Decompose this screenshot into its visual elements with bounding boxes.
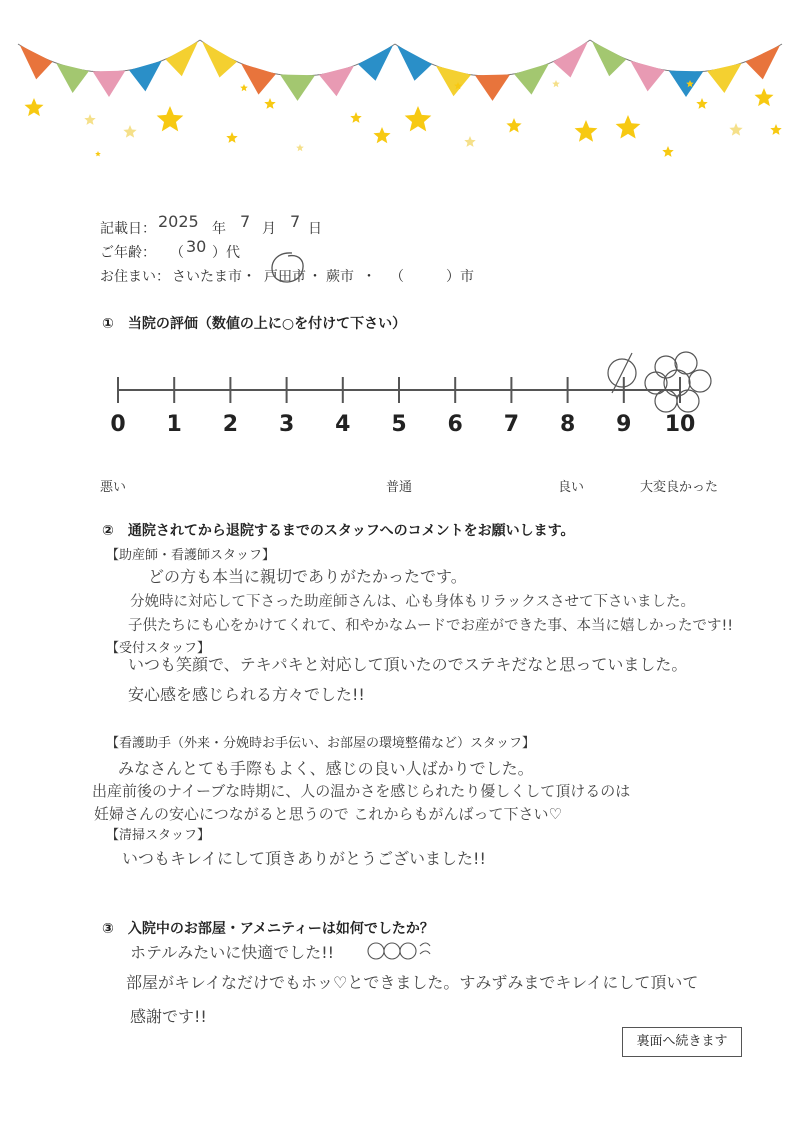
address-option-warabi: 蕨市 [326, 269, 354, 285]
age-open: （ [170, 245, 184, 261]
group-assistant-line-2: 出産前後のナイーブな時期に、人の温かさを感じられたり優しくして頂けるのは [92, 782, 631, 800]
bunting-flag [241, 63, 276, 94]
scale-number-5: 5 [391, 412, 407, 437]
address-option-saitama: さいたま市・ [172, 269, 256, 285]
star-decoration [464, 136, 475, 147]
date-month-value: 7 [240, 212, 251, 231]
bunting-flag [630, 61, 665, 92]
scale-number-6: 6 [447, 412, 463, 437]
bunting-flag [514, 63, 549, 94]
star-decoration [662, 146, 673, 157]
date-year-unit: 年 [212, 221, 226, 237]
date-label: 記載日： [100, 221, 156, 237]
address-separator: ・ [308, 269, 322, 285]
continue-on-back-box: 裏面へ続きます [622, 1027, 742, 1057]
group-reception-line-1: いつも笑顔で、テキパキと対応して頂いたのでステキだなと思っていました。 [128, 655, 688, 674]
star-decoration [575, 120, 598, 142]
scale-number-2: 2 [222, 412, 239, 437]
group-assistant-line-1: みなさんとても手際もよく、感じの良い人ばかりでした。 [118, 759, 534, 778]
section3-title: ③ 入院中のお部屋・アメニティーは如何でしたか？ [102, 921, 434, 937]
star-decoration [405, 106, 432, 131]
section3-line-2: 部屋がキレイなだけでもホッ♡とできました。すみずみまでキレイにして頂いて [126, 973, 699, 992]
age-close: ）代 [212, 245, 240, 261]
star-decoration [552, 80, 560, 87]
smiley-doodle [366, 938, 436, 964]
scale-label-normal: 普通 [386, 480, 413, 495]
scale-number-7: 7 [503, 412, 520, 437]
address-separator-2: ・ [362, 269, 376, 285]
address-option-toda: 戸田市 [264, 269, 306, 285]
scale-number-4: 4 [335, 412, 351, 437]
section2-title: ② 通院されてから退院するまでのスタッフへのコメントをお願いします。 [102, 523, 575, 539]
group-nurse-header: 【助産師・看護師スタッフ】 [106, 548, 276, 563]
group-nurse-line-2: 分娩時に対応して下さった助産師さんは、心も身体もリラックスさせて下さいました。 [130, 594, 696, 610]
bunting-flag [746, 45, 781, 79]
star-decoration [123, 125, 136, 138]
star-decoration [226, 132, 237, 143]
scale-label-bad: 悪い [100, 480, 127, 495]
bunting-flag [202, 41, 237, 77]
age-value: 30 [186, 237, 207, 256]
star-decoration [696, 98, 707, 109]
scale-number-8: 8 [559, 412, 576, 437]
star-decoration [240, 84, 248, 91]
date-day-value: 7 [290, 212, 301, 231]
group-nurse-line-1: どの方も本当に親切でありがたかったです。 [148, 567, 467, 586]
bunting-flag [129, 61, 162, 92]
address-other-open: （ [390, 269, 404, 285]
section3-line-1: ホテルみたいに快適でした!! [130, 943, 335, 962]
address-other-close: ）市 [446, 269, 474, 285]
bunting-flag [280, 75, 315, 101]
group-nurse-line-3: 子供たちにも心をかけてくれて、和やかなムードでお産ができた事、本当に嬉しかったです!! [128, 618, 734, 634]
star-decoration [24, 98, 43, 116]
bunting-banner [0, 0, 800, 170]
group-cleaning-line-1: いつもキレイにして頂きありがとうございました!! [122, 849, 486, 868]
scale-number-0: 0 [110, 412, 126, 437]
bunting-flag [436, 66, 471, 97]
group-assistant-header: 【看護助手（外来・分娩時お手伝い、お部屋の環境整備など）スタッフ】 [106, 736, 536, 751]
bunting-flag [553, 41, 588, 77]
star-decoration [616, 115, 641, 139]
star-decoration [95, 151, 101, 156]
star-decoration [157, 106, 184, 131]
star-decoration [754, 88, 773, 106]
scale-number-10: 10 [664, 412, 696, 437]
group-reception-header: 【受付スタッフ】 [106, 641, 211, 656]
selected-city-circle [262, 250, 312, 288]
rating-9-mark [608, 353, 636, 393]
section1-title: ① 当院の評価（数値の上に○を付けて下さい） [102, 316, 407, 332]
star-decoration [729, 123, 742, 136]
scale-label-very-good: 大変良かった [640, 480, 719, 495]
bunting-flag [319, 66, 354, 97]
bunting-flag [475, 75, 510, 101]
star-decoration [770, 124, 781, 135]
age-label: ご年齢： [100, 245, 156, 261]
scale-number-3: 3 [278, 412, 295, 437]
address-label: お住まい： [100, 269, 170, 285]
bunting-flag [669, 71, 704, 97]
star-decoration [84, 114, 95, 125]
bunting-flag [20, 45, 53, 79]
bunting-flag [358, 45, 393, 80]
group-assistant-line-3: 妊婦さんの安心につながると思うので これからもがんばって下さい♡ [94, 805, 562, 823]
star-decoration [350, 112, 361, 123]
scale-label-good: 良い [558, 480, 585, 495]
bunting-flag [707, 63, 742, 93]
date-year-value: 2025 [158, 212, 199, 231]
star-decoration [506, 118, 521, 132]
star-decoration [264, 98, 275, 109]
rating-10-selected-mark [645, 352, 711, 412]
scale-number-9: 9 [616, 412, 632, 437]
star-decoration [373, 127, 390, 143]
date-day-unit: 日 [308, 221, 322, 237]
bunting-flag [165, 41, 198, 76]
bunting-flag [93, 71, 126, 97]
bunting-flag [56, 63, 89, 93]
section3-line-3: 感謝です!! [130, 1007, 207, 1026]
date-month-unit: 月 [262, 221, 276, 237]
group-reception-line-2: 安心感を感じられる方々でした!! [128, 685, 365, 704]
group-cleaning-header: 【清掃スタッフ】 [106, 828, 211, 843]
star-decoration [296, 144, 304, 151]
rating-scale [100, 345, 740, 465]
bunting-flag [592, 41, 627, 76]
scale-number-1: 1 [166, 412, 182, 437]
bunting-flag [397, 45, 432, 80]
